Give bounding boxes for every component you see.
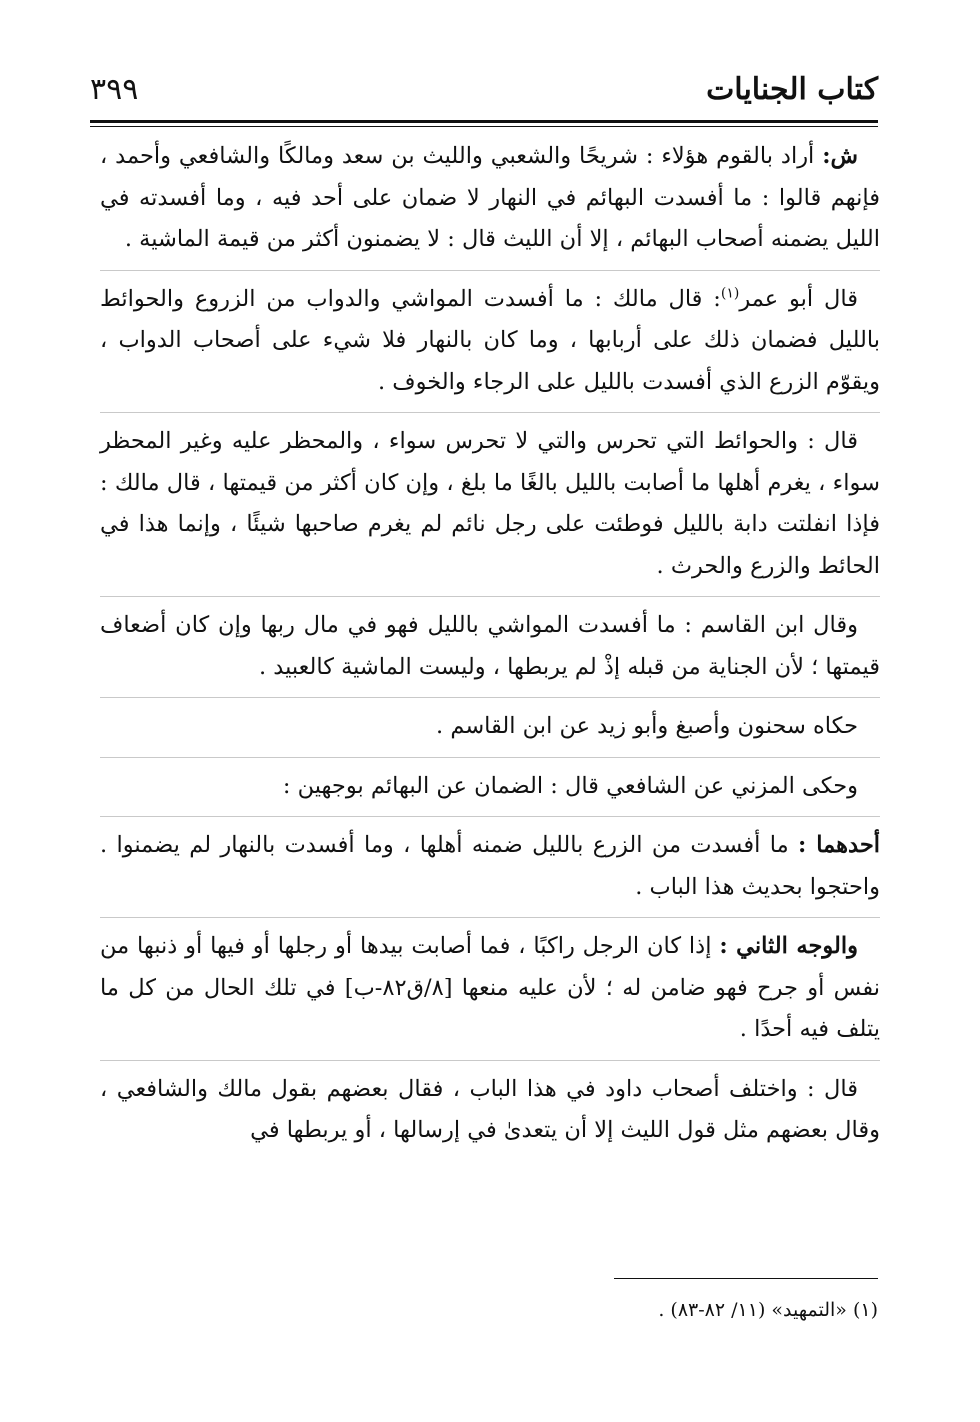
book-title: كتاب الجنايات [706, 72, 878, 107]
header-rule-thin [90, 126, 878, 127]
paragraph-9 [100, 1060, 880, 1161]
paragraph-6 [100, 757, 880, 817]
paragraph-7 [100, 816, 880, 917]
paragraph-5 [100, 697, 880, 757]
paragraph-1 [100, 136, 880, 270]
footnote: (١) «التمهيد» (١١/ ٨٢-٨٣) . [658, 1299, 878, 1321]
paragraph-text: حكاه سحنون وأصبغ وأبو زيد عن ابن القاسم . [436, 713, 858, 739]
paragraph-lead: والوجه الثاني : [719, 933, 859, 959]
paragraph-lead: أحدهما : [797, 832, 880, 858]
paragraph-text: وحكى المزني عن الشافعي قال : الضمان عن البهائم بوجهين : [282, 772, 858, 799]
paragraph-text: ما أفسدت من الزرع بالليل ضمنه أهلها ، وما أفسدت بالنهار لم يضمنوا . واحتجوا بحديث هذا الباب . [100, 832, 880, 900]
paragraph-3 [100, 412, 880, 596]
paragraph-4 [100, 596, 880, 697]
page-header [90, 72, 878, 120]
paragraph-lead: قال أبو عمر [739, 285, 858, 312]
paragraph-text: قال : والحوائط التي تحرس والتي لا تحرس سواء ، والمحظر عليه وغير المحظر سواء ، يغرم أهلها ما أصابت بالليل بالغًا ما بلغ ، وإن كان أكثر من قيمتها ، قال مالك : فإذا انفلتت دابة بالليل فوطئت على رجل نائم لم يغرم صاحبها شيئًا ، وإنما هذا في الحائط والزرع والحرث . [100, 428, 880, 579]
paragraph-text: إذا كان الرجل راكبًا ، فما أصابت بيدها أو رجلها أو فيها أو ذنبها من نفس أو جرح فهو ضامن له ؛ لأن عليه منعها [٨/ق٨٢-ب] في تلك الحال من كل ما يتلف فيه أحدًا . [100, 933, 880, 1042]
paragraph-text: أراد بالقوم هؤلاء : شريحًا والشعبي والليث بن سعد ومالكًا والشافعي وأحمد ، فإنهم قالوا : ما أفسدت البهائم في النهار لا ضمان على أحد فيه ، وما أفسدته في الليل يضمنه أصحاب البهائم ، إلا أن الليث قال : لا يضمنون أكثر من قيمة الماشية . [100, 143, 880, 252]
paragraph-2 [100, 270, 880, 413]
paragraph-text: وقال ابن القاسم : ما أفسدت المواشي بالليل فهو في مال ربها وإن كان أضعاف قيمتها ؛ لأن الجناية من قبله إذْ لم يربطها ، وليست الماشية كالعبيد . [100, 612, 880, 680]
footnote-separator [614, 1278, 878, 1279]
page-body [100, 136, 880, 1161]
paragraph-text: : قال مالك : ما أفسدت المواشي والدواب من الزروع والحوائط بالليل فضمان ذلك على أربابها ، وما كان بالنهار فلا شيء على أصحاب الدواب ، ويقوّم الزرع الذي أفسدت بالليل على الرجاء والخوف . [100, 285, 880, 395]
paragraph-8 [100, 917, 880, 1060]
paragraph-lead: ش: [822, 143, 858, 169]
page-number: ٣٩٩ [90, 72, 139, 107]
footnote-reference: (١) [720, 285, 740, 301]
paragraph-text: قال : واختلف أصحاب داود في هذا الباب ، فقال بعضهم بقول مالك والشافعي ، وقال بعضهم مثل قول الليث إلا أن يتعدىٰ في إرسالها ، أو يربطها في [100, 1075, 880, 1143]
header-rule-thick [90, 120, 878, 123]
